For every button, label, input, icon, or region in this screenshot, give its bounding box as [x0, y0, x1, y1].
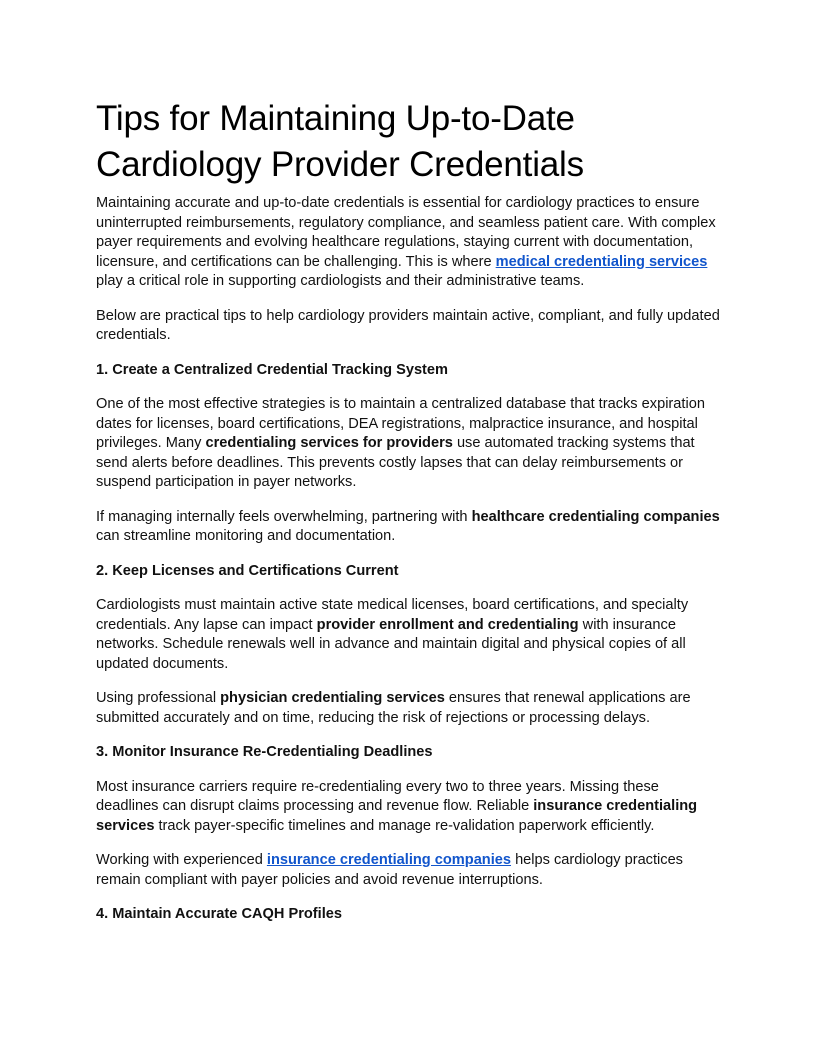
section-1-paragraph-1 [96, 395, 722, 493]
intro-text: Maintaining accurate and up-to-date credentials is essential for cardiology practices to ensure uninterrupted reimbursements, regulatory compliance, and seamless patient care. With complex payer requirements and evolving healthcare regulations, staying current with documentation, licensure, and certifications can be challenging. This is where [96, 195, 716, 270]
lead-paragraph: Below are practical tips to help cardiology providers maintain active, compliant, and fully updated credentials. [96, 307, 720, 343]
body-text: If managing internally feels overwhelming, partnering with [96, 508, 472, 525]
intro-paragraph [96, 194, 722, 292]
section-3-heading: 3. Monitor Insurance Re-Credentialing Deadlines [96, 744, 433, 760]
body-text: Most insurance carriers require re-credentialing every two to three years. Missing these deadlines can disrupt claims processing and revenue flow. Reliable [96, 778, 659, 814]
section-1-heading: 1. Create a Centralized Credential Tracking System [96, 361, 449, 378]
body-text: One of the most effective strategies is to maintain a centralized database that tracks expiration dates for licenses, board certifications, DEA registrations, malpractice insurance, and hospital privileges. Many [96, 396, 705, 451]
document-page [96, 96, 722, 940]
bold-term: insurance credentialing services [96, 798, 698, 834]
body-text: can streamline monitoring and documentation. [96, 528, 396, 544]
insurance-credentialing-companies-link[interactable]: insurance credentialing companies [266, 852, 512, 868]
section-2-paragraph-2 [96, 689, 722, 728]
bold-term: provider enrollment and credentialing [316, 616, 579, 633]
body-text: helps cardiology practices remain compliant with payer policies and avoid revenue interruptions. [96, 852, 683, 888]
body-text: Cardiologists must maintain active state medical licenses, board certifications, and specialty credentials. Any lapse can impact [96, 597, 689, 633]
section-1-paragraph-2 [96, 508, 722, 547]
section-3-paragraph-2 [96, 851, 722, 890]
medical-credentialing-services-link[interactable]: medical credentialing services [495, 253, 708, 270]
section-4-heading: 4. Maintain Accurate CAQH Profiles [96, 906, 342, 922]
section-2-heading: 2. Keep Licenses and Certifications Current [96, 562, 399, 579]
bold-term: healthcare credentialing companies [471, 508, 720, 525]
body-text: track payer-specific timelines and manage re-validation paperwork efficiently. [154, 817, 655, 834]
body-text: with insurance networks. Schedule renewals well in advance and maintain digital and physical copies of all updated documents. [96, 616, 686, 672]
page-title: Tips for Maintaining Up-to-Date Cardiology Provider Credentials [96, 99, 584, 184]
bold-term: physician credentialing services [220, 690, 445, 706]
body-text: Using professional [96, 690, 221, 706]
bold-term: credentialing services for providers [205, 435, 453, 451]
section-3-paragraph-1 [96, 778, 722, 837]
intro-text-end: play a critical role in supporting cardiologists and their administrative teams. [96, 273, 585, 289]
body-text: use automated tracking systems that send alerts before deadlines. This prevents costly lapses that can delay reimbursements or suspend participation in payer networks. [96, 435, 695, 490]
body-text: Working with experienced [96, 852, 267, 868]
section-2-paragraph-1 [96, 596, 722, 674]
body-text: ensures that renewal applications are submitted accurately and on time, reducing the risk of rejections or processing delays. [96, 690, 691, 726]
